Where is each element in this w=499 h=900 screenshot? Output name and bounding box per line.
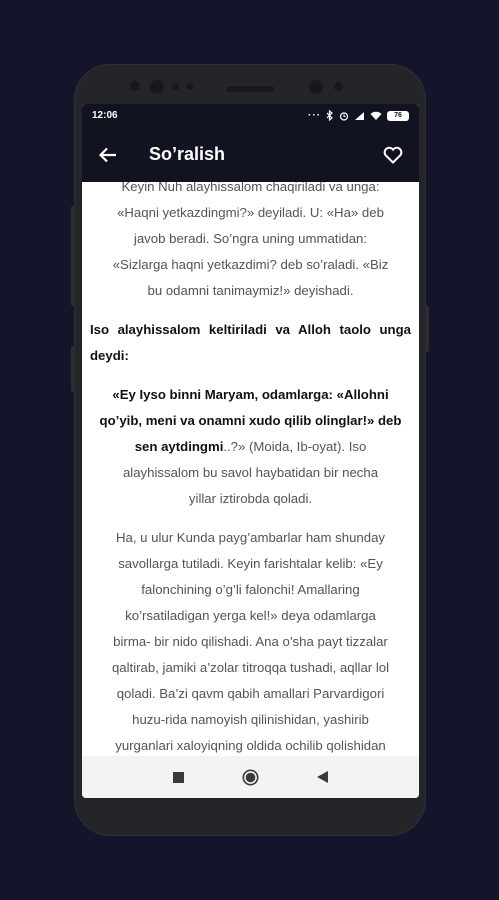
system-nav-bar [82,756,419,798]
paragraph-line: falonchining o’g’li falonchi! Amallaring [141,582,360,597]
system-back-button[interactable] [313,767,333,787]
front-sensor-3 [186,83,193,90]
paragraph-line: qaltirab, jamiki a’zolar titroqqa tushadi, aqllar lol [111,660,390,675]
more-dots-icon: ··· [308,110,321,121]
wifi-icon [370,111,382,121]
earpiece [226,86,274,92]
back-button[interactable] [94,141,122,169]
paragraph-line: yurganlari xaloyiqning oldida ochilib qolishidan [115,738,386,753]
front-sensor [130,81,140,91]
front-camera-2 [309,80,323,94]
quote-line: qo’yib, meni va onamni xudo qilib olinglar!» deb [99,413,402,428]
device-screen [82,104,419,798]
recents-button[interactable] [169,767,189,787]
favorite-button[interactable] [379,141,407,169]
alarm-icon [339,111,349,121]
quote-line: sen aytdingmi [134,439,224,454]
paragraph-line: Keyin Nuh alayhissalom chaqiriladi va unga: [121,182,380,194]
battery-level: 76 [394,112,402,119]
volume-button [71,206,75,306]
front-sensor-4 [334,82,343,91]
paragraph-line: bu odamni tanimaymiz!» deyishadi. [147,283,354,298]
quote-reference: ..?» (Moida, Ib-oyat). Iso [223,439,367,454]
heart-outline-icon [383,146,403,164]
article-content[interactable] [82,182,419,756]
paragraph-line: savollarga tutiladi. Keyin farishtalar kelib: «Ey [118,556,383,571]
quote-line: «Ey Iyso binni Maryam, odamlarga: «Allohni [112,387,389,402]
app-bar [82,127,419,182]
paragraph [90,525,411,756]
triangle-back-icon [317,771,328,783]
status-icons [308,110,409,121]
front-camera [150,80,164,94]
bluetooth-icon [326,110,334,121]
paragraph-line: birma- bir nido qilishadi. Ana o’sha payt tizzalar [113,634,388,649]
status-bar [82,104,419,127]
paragraph-line: Ha, u ulur Kunda payg’ambarlar ham shunday [115,530,386,545]
side-button-right [425,306,429,352]
paragraph-line: «Haqni yetkazdingmi?» deyiladi. U: «Ha» deb [117,205,384,220]
battery-icon [387,111,409,121]
bold-paragraph: Iso alayhissalom keltiriladi va Alloh taolo unga deydi: [90,322,411,363]
quote-paragraph [90,382,411,512]
status-time: 12:06 [92,110,118,121]
paragraph-line: «Sizlarga haqni yetkazdimi? deb so’raladi. «Biz [112,257,389,272]
page-title: So’ralish [149,144,226,164]
paragraph-line: javob beradi. So’ngra uning ummatidan: [133,231,368,246]
circle-home-icon [242,769,259,786]
paragraph-line: yillar iztirobda qoladi. [188,491,313,506]
power-button [71,346,75,392]
paragraph-line: alayhissalom bu savol haybatidan bir necha [122,465,379,480]
square-recents-icon [173,772,184,783]
home-button[interactable] [241,767,261,787]
paragraph-line: qoladi. Ba’zi qavm qabih amallari Parvardigori [116,686,385,701]
paragraph-line: huzu-rida namoyish qilinishidan, yashirib [132,712,369,727]
arrow-back-icon [99,147,117,163]
paragraph-line: ko’rsatiladigan yerga kel!» deya odamlarga [125,608,376,623]
signal-icon [354,111,365,121]
front-sensor-2 [172,83,179,90]
